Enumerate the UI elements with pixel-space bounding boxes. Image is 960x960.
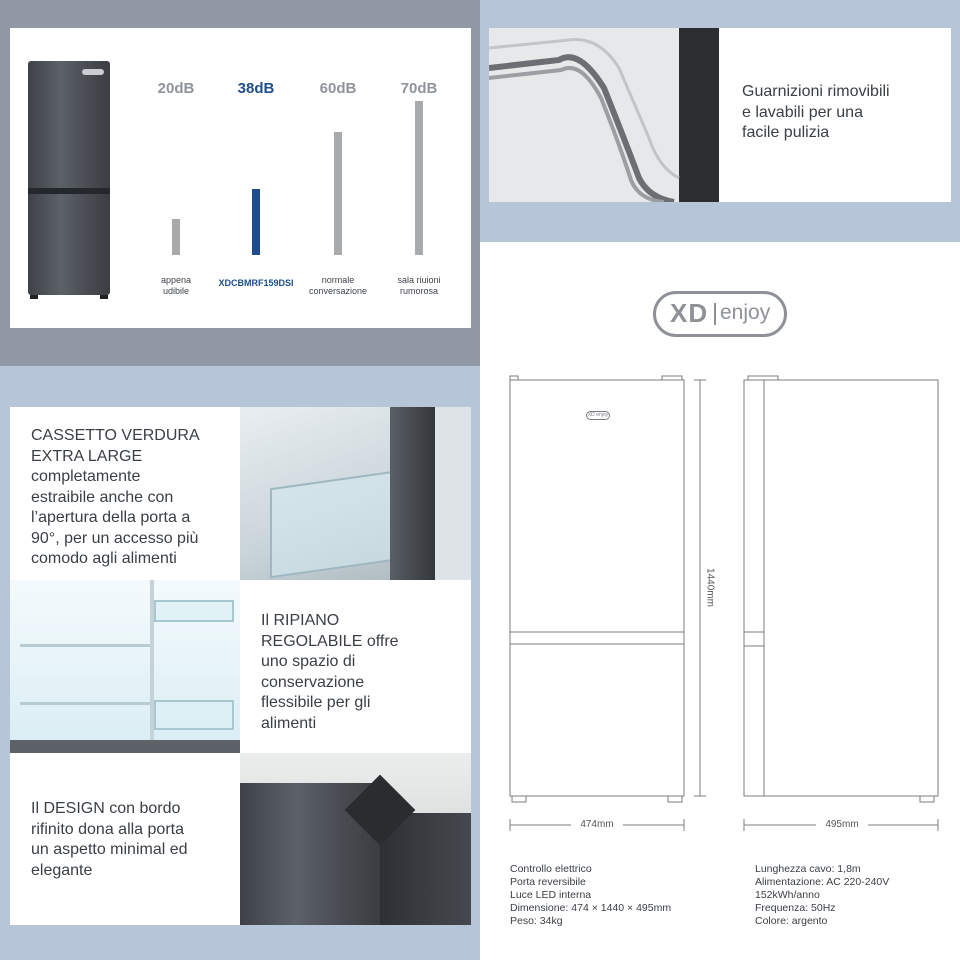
- specs-right: Lunghezza cavo: 1,8m Alimentazione: AC 220-240V 152kWh/anno Frequenza: 50Hz Colore: argento: [755, 863, 890, 927]
- fridge-dimension-drawing: [480, 242, 960, 960]
- depth-dimension: 495mm: [816, 819, 868, 830]
- db-caption-70: sala riuioni rumorosa: [397, 275, 441, 296]
- shelf-text: Il RIPIANO REGOLABILE offre uno spazio di conservazione flessibile per gli alimenti: [261, 612, 399, 732]
- gasket-photo: [489, 28, 719, 202]
- brand-logo-enjoy: enjoy: [720, 301, 771, 324]
- db-label-60: 60dB: [319, 80, 357, 97]
- db-label-38: 38dB: [237, 80, 275, 97]
- db-caption-model: XDCBMRF159DSI: [218, 278, 294, 288]
- db-label-20: 20dB: [157, 80, 195, 97]
- shelf-photo: [10, 580, 240, 753]
- design-text: Il DESIGN con bordo rifinito dona alla porta un aspetto minimal ed elegante: [31, 800, 188, 879]
- dimensions-card: [480, 242, 960, 960]
- gasket-text: Guarnizioni rimovibili e lavabili per una facile pulizia: [742, 83, 890, 141]
- noise-card: [10, 28, 471, 328]
- noise-bar-60: [334, 132, 342, 255]
- height-dimension: 1440mm: [704, 568, 716, 607]
- drawer-text-card: [10, 407, 240, 580]
- shelf-text-card: [240, 580, 471, 753]
- fridge-mini-logo: XD enjoy: [587, 412, 609, 418]
- db-label-70: 70dB: [400, 80, 438, 97]
- drawer-photo: [240, 407, 471, 580]
- noise-bar-20: [172, 219, 180, 255]
- db-caption-60: normale conversazione: [308, 275, 368, 296]
- drawer-text: CASSETTO VERDURA EXTRA LARGE completamente estraibile anche con l’apertura della porta a 90°, per un accesso più comodo agli alimenti: [31, 427, 200, 567]
- brand-logo-xd: XD: [670, 298, 709, 328]
- design-photo: [240, 753, 471, 925]
- gasket-seal-icon: [489, 28, 719, 202]
- noise-bar-38: [252, 189, 260, 255]
- brand-badge-icon: [82, 69, 104, 75]
- width-dimension: 474mm: [571, 819, 623, 830]
- gasket-card: [489, 28, 951, 202]
- design-text-card: [10, 753, 240, 925]
- db-caption-20: appena udibile: [160, 275, 192, 296]
- fridge-product-image: [28, 61, 110, 295]
- noise-bar-70: [415, 101, 423, 255]
- specs-left: Controllo elettrico Porta reversibile Luce LED interna Dimensione: 474 × 1440 × 495mm Peso: 34kg: [510, 863, 672, 927]
